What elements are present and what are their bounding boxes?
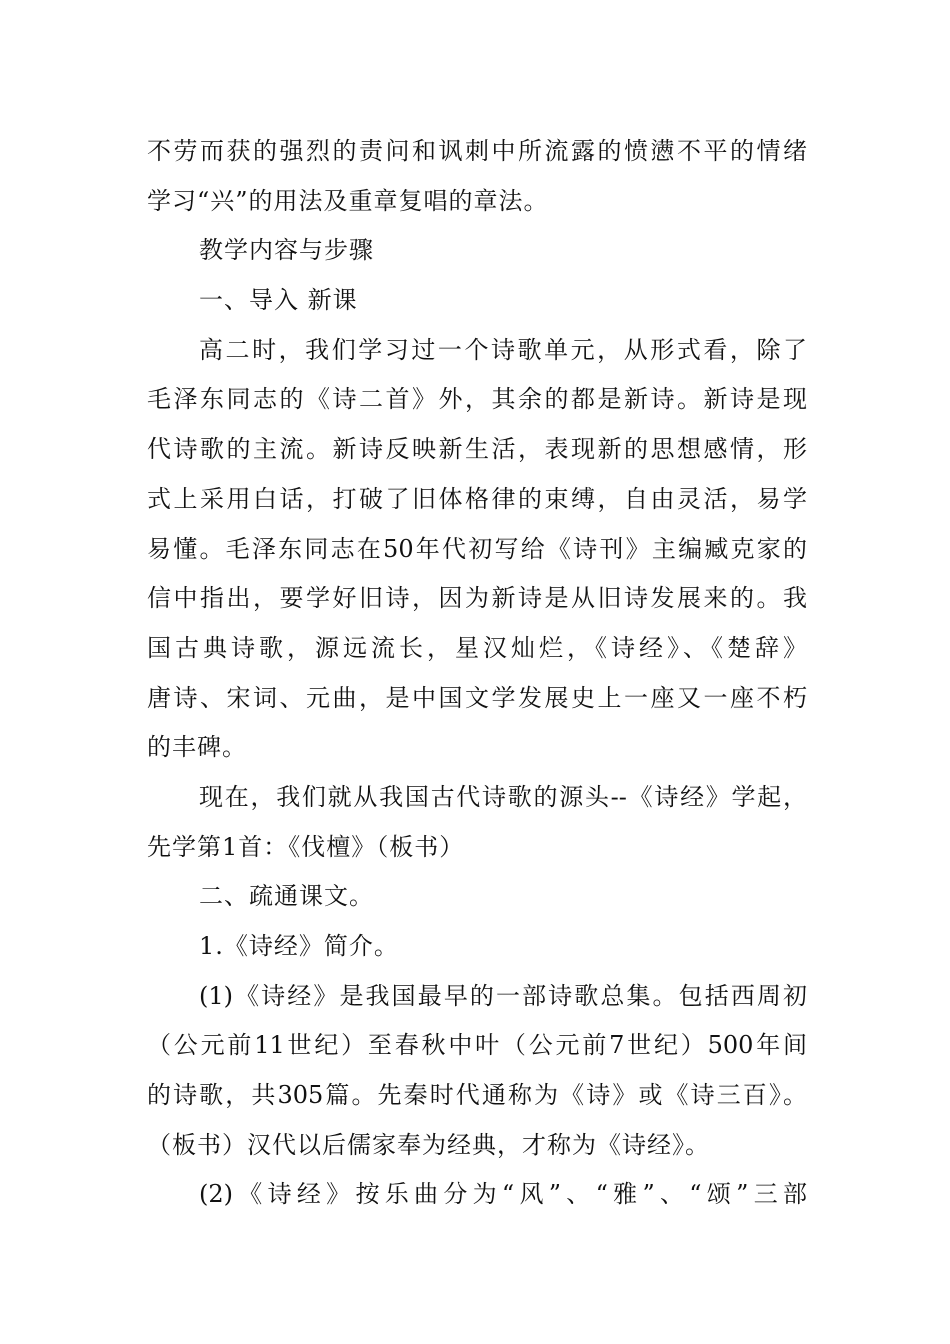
document-body xyxy=(147,127,807,1220)
text-line: （板书）汉代以后儒家奉为经典，才称为《诗经》。 xyxy=(147,1130,710,1159)
text-line: 的丰碑。 xyxy=(147,733,247,762)
section-heading: 二、疏通课文。 xyxy=(199,882,374,911)
section-heading: 教学内容与步骤 xyxy=(199,236,374,265)
text-line: 信中指出，要学好旧诗，因为新诗是从旧诗发展来的。我 xyxy=(147,584,807,613)
text-line: (1)《诗经》是我国最早的一部诗歌总集。包括西周初 xyxy=(199,981,807,1010)
text-line: 现在，我们就从我国古代诗歌的源头--《诗经》学起， xyxy=(199,782,807,811)
text-line: 的诗歌，共305篇。先秦时代通称为《诗》或《诗三百》。 xyxy=(147,1081,807,1110)
text-line: 易懂。毛泽东同志在50年代初写给《诗刊》主编臧克家的 xyxy=(147,534,807,563)
text-line: 先学第1首：《伐檀》（板书） xyxy=(147,832,465,861)
text-line: 高二时，我们学习过一个诗歌单元，从形式看，除了 xyxy=(199,335,807,364)
text-line: 国古典诗歌，源远流长，星汉灿烂，《诗经》、《楚辞》 xyxy=(147,633,807,662)
text-line: 毛泽东同志的《诗二首》外，其余的都是新诗。新诗是现 xyxy=(147,385,807,414)
subsection-heading: 1.《诗经》简介。 xyxy=(199,932,399,960)
text-line: 式上采用白话，打破了旧体格律的束缚，自由灵活，易学 xyxy=(147,484,807,513)
text-line: （公元前11世纪）至春秋中叶（公元前7世纪）500年间 xyxy=(147,1031,807,1060)
text-line: 代诗歌的主流。新诗反映新生活，表现新的思想感情，形 xyxy=(147,435,807,464)
text-line: 学习“兴”的用法及重章复唱的章法。 xyxy=(147,186,549,215)
text-line: 唐诗、宋词、元曲，是中国文学发展史上一座又一座不朽 xyxy=(147,683,807,712)
text-line: 不劳而获的强烈的责问和讽刺中所流露的愤懑不平的情绪 xyxy=(147,137,807,165)
text-line: (2)《诗经》按乐曲分为“风”、“雅”、“颂”三部 xyxy=(199,1180,807,1209)
section-heading: 一、导入 新课 xyxy=(199,286,358,315)
